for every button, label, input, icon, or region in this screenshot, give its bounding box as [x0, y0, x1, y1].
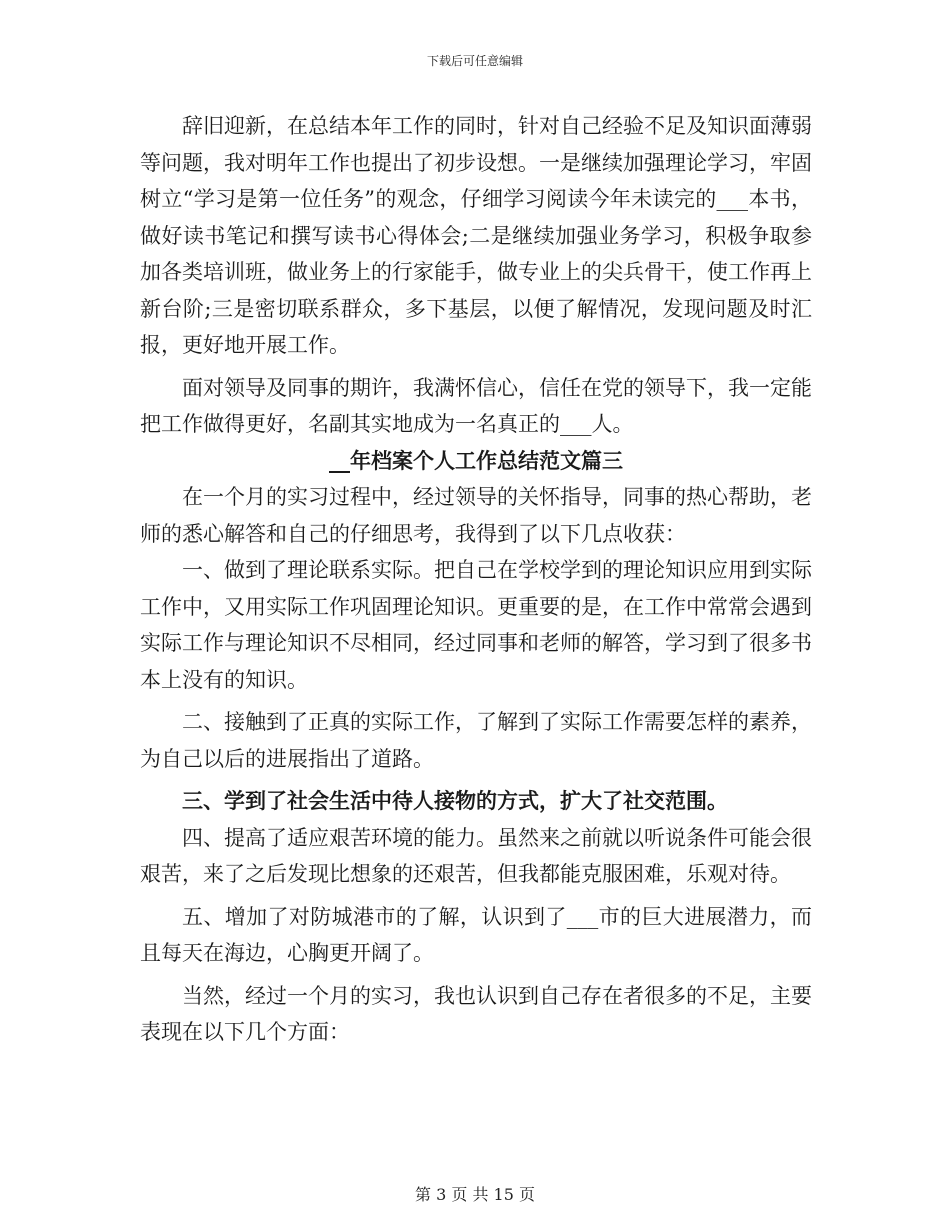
paragraph-gain-5: 五、增加了对防城港市的了解，认识到了___市的巨大进展潜力，而且每天在海边，心胸更开阔了。 [140, 904, 812, 965]
paragraph-new-year-plan: 辞旧迎新，在总结本年工作的同时，针对自己经验不足及知识面薄弱等问题，我对明年工作也提出了初步设想。一是继续加强理论学习，牢固树立“学习是第一位任务”的观念，仔细学习阅读今年未读完的___本书，做好读书笔记和撰写读书心得体会;二是继续加强业务学习，积极争取参加各类培训班，做业务上的行家能手，做专业上的尖兵骨干，使工作再上新台阶;三是密切联系群众，多下基层，以便了解情况，发现问题及时汇报，更好地开展工作。 [140, 114, 812, 357]
paragraph-gain-4: 四、提高了适应艰苦环境的能力。虽然来之前就以听说条件可能会很艰苦，来了之后发现比想象的还艰苦，但我都能克服困难，乐观对待。 [140, 825, 812, 886]
paragraph-shortcomings-intro: 当然，经过一个月的实习，我也认识到自己存在者很多的不足，主要表现在以下几个方面： [140, 983, 812, 1044]
page-number: 第 3 页 共 15 页 [415, 1185, 535, 1204]
paragraph-confidence: 面对领导及同事的期许，我满怀信心，信任在党的领导下，我一定能把工作做得更好，名副其实地成为一名真正的___人。 [140, 375, 812, 436]
page-header-note: 下载后可任意编辑 [426, 54, 523, 68]
paragraph-gain-1: 一、做到了理论联系实际。把自己在学校学到的理论知识应用到实际工作中，又用实际工作巩固理论知识。更重要的是，在工作中常常会遇到实际工作与理论知识不尽相同，经过同事和老师的解答，学习到了很多书本上没有的知识。 [140, 558, 812, 692]
paragraph-gain-3: 三、学到了社会生活中待人接物的方式，扩大了社交范围。 [182, 788, 728, 813]
document-body [140, 108, 812, 1051]
paragraph-gain-2: 二、接触到了正真的实际工作，了解到了实际工作需要怎样的素养，为自己以后的进展指出了道路。 [140, 710, 812, 771]
section-heading: __年档案个人工作总结范文篇三 [329, 447, 623, 473]
paragraph-internship-intro: 在一个月的实习过程中，经过领导的关怀指导，同事的热心帮助，老师的悉心解答和自己的仔细思考，我得到了以下几点收获： [140, 485, 812, 546]
